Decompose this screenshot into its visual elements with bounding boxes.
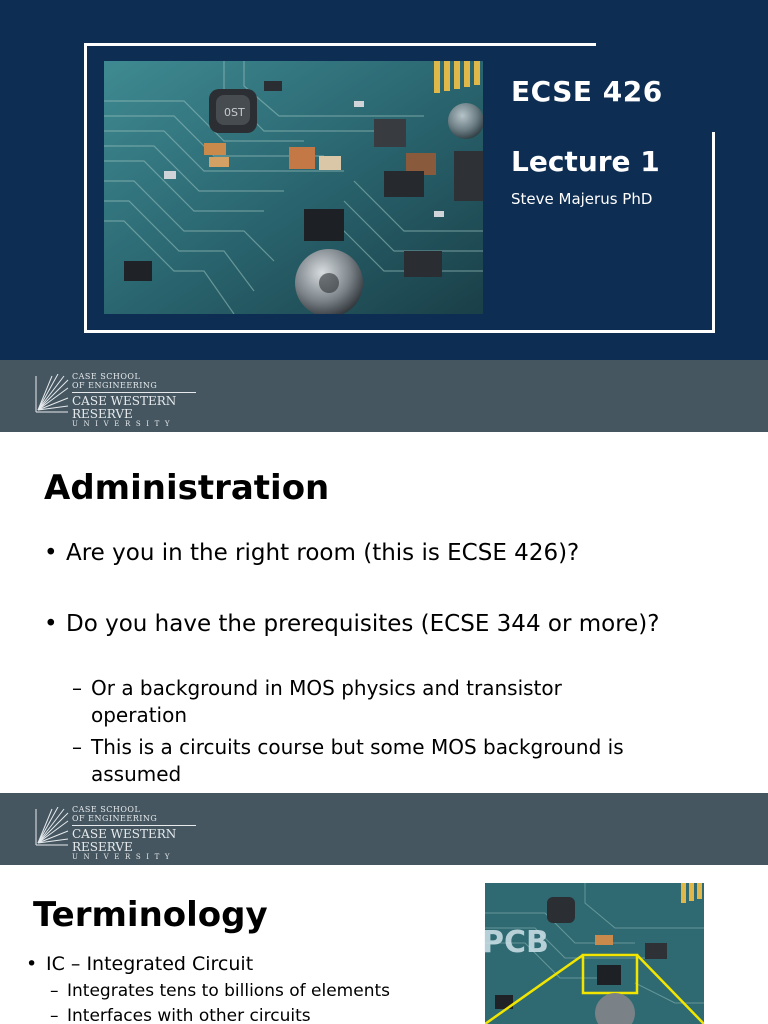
dash-icon: – [72, 676, 82, 700]
sub-bullet-text: Or a background in MOS physics and transistor operation [91, 676, 562, 727]
university-subtitle: UNIVERSITY [72, 853, 176, 861]
ic-chip [597, 965, 621, 985]
bullet-text: IC – Integrated Circuit [46, 953, 254, 975]
frame-line-top [84, 43, 596, 46]
university-logo [34, 805, 214, 861]
bullet-icon: • [44, 540, 58, 566]
dash-icon: – [50, 1006, 59, 1024]
sub-bullet-text: Interfaces with other circuits [67, 1006, 311, 1024]
bullet-item [26, 953, 253, 975]
logo-divider [72, 825, 196, 826]
bullet-text: Are you in the right room (this is ECSE 426)? [66, 540, 580, 566]
bullet-item [44, 538, 579, 569]
slide-title: Administration [44, 468, 330, 508]
bullet-text: Do you have the prerequisites (ECSE 344 or more)? [66, 611, 660, 637]
administration-slide [0, 432, 768, 793]
dash-icon: – [72, 735, 82, 759]
school-name-line1: CASE SCHOOL [72, 372, 141, 381]
dash-icon: – [50, 981, 59, 1001]
circuit-board-photo [104, 61, 483, 314]
school-name-line2: OF ENGINEERING [72, 814, 158, 823]
frame-line-right [712, 132, 715, 333]
bullet-icon: • [26, 953, 38, 975]
sub-bullet-item [72, 675, 652, 729]
lecture-title: Lecture 1 [511, 145, 660, 178]
circuit-board-photo-art [104, 61, 483, 314]
sub-bullet-text: Integrates tens to billions of elements [67, 981, 390, 1001]
bullet-item [44, 609, 664, 640]
svg-text:0ST: 0ST [224, 106, 245, 119]
slide-title: Terminology [33, 895, 268, 935]
university-subtitle: UNIVERSITY [72, 420, 176, 428]
sub-bullet-item [72, 734, 712, 788]
school-name-line1: CASE SCHOOL [72, 805, 141, 814]
terminology-slide [0, 865, 768, 1024]
school-name-line2: OF ENGINEERING [72, 381, 158, 390]
sub-bullet-text: This is a circuits course but some MOS background is assumed [91, 735, 624, 786]
sub-bullet-item [50, 1006, 311, 1024]
footer-bar [0, 793, 768, 865]
logo-divider [72, 392, 196, 393]
sub-bullet-item [50, 981, 390, 1001]
university-name: CASE WESTERN RESERVE [72, 827, 177, 854]
starburst-logo-icon [34, 807, 70, 847]
starburst-logo-icon [34, 374, 70, 414]
university-logo [34, 372, 214, 428]
bullet-icon: • [44, 611, 58, 637]
presenter-name: Steve Majerus PhD [511, 190, 653, 208]
course-code: ECSE 426 [511, 75, 663, 108]
title-slide [0, 0, 768, 360]
frame-line-bottom [84, 330, 715, 333]
frame-line-left [84, 43, 87, 333]
footer-bar [0, 360, 768, 432]
pcb-label: PCB [482, 925, 549, 960]
university-name: CASE WESTERN RESERVE [72, 394, 177, 421]
